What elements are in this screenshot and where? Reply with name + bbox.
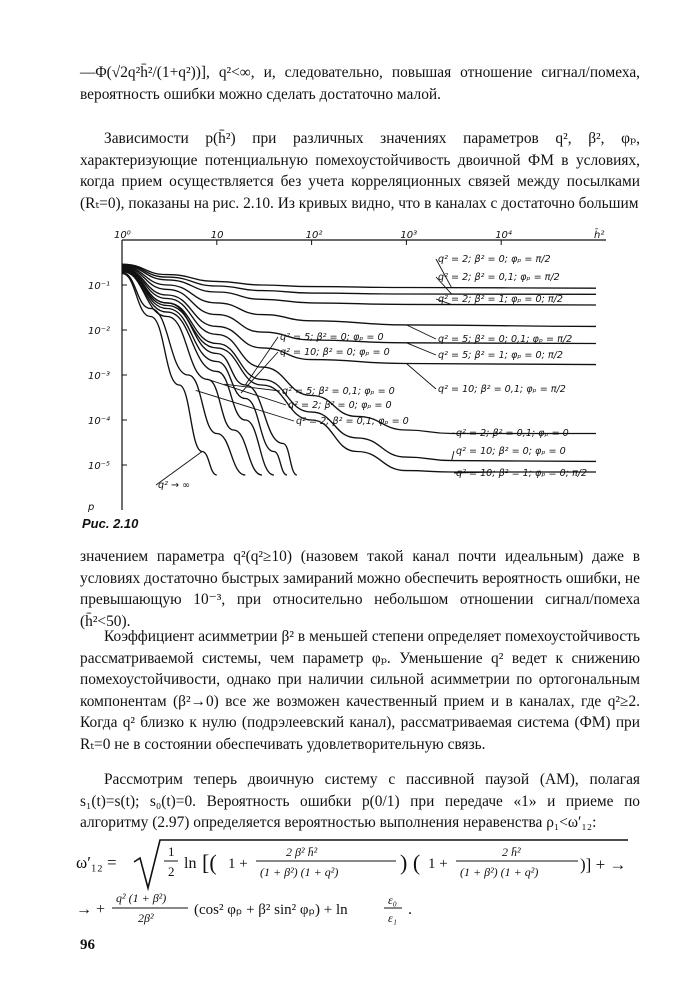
y-tick-label: 10⁻⁵ <box>88 461 111 472</box>
eq-open-brackets: [( <box>202 850 217 875</box>
x-tick-label: 10⁰ <box>114 230 131 241</box>
eq-frac1-den: (1 + β²) (1 + q²) <box>260 865 339 879</box>
eq-frac4-den: ε₁ <box>388 911 397 925</box>
y-tick-label: 10⁻² <box>88 326 111 337</box>
x-tick-label: 10³ <box>400 230 418 241</box>
equation-omega <box>76 838 636 930</box>
x-tick-label: 10⁴ <box>495 230 512 241</box>
eq-half-den: 2 <box>168 864 175 879</box>
eq-frac1-num: 2 β² h̄² <box>286 845 318 859</box>
y-tick-label: p <box>88 502 95 513</box>
eq-ln: ln <box>184 855 197 872</box>
annotation-label: q² = 2; β² = 1; φₚ = 0; π/2 <box>438 294 564 305</box>
annotation-label: q² → ∞ <box>158 480 191 491</box>
eq-lhs: ω′₁₂ = <box>76 853 117 872</box>
annotation-label: q² = 2; β² = 0; φₚ = 0 <box>288 400 392 411</box>
paragraph-intro: Зависимости p(h̄²) при различных значениях параметров q², β², φₚ, характеризующие потенциальную помехоустойчивость двоичной ФМ в условиях, когда прием осуществляется без учета корреляционных связей между посылками (Rₜ=0), показаны на рис. 2.10. Из кривых видно, что в каналах с достаточно большим <box>80 130 640 212</box>
annotation-label: q² = 2; β² = 0,1; φₚ = 0 <box>456 428 569 439</box>
eq-mid: ) ( <box>400 850 421 875</box>
eq-end: . <box>408 901 412 918</box>
figure-2-10-chart <box>76 228 616 518</box>
annotation-label: q² = 2; β² = 0,1; φₚ = 0 <box>296 416 409 427</box>
x-ticks <box>114 228 604 245</box>
annotation-label: q² = 5; β² = 0,1; φₚ = 0 <box>282 386 395 397</box>
x-tick-label: 10² <box>305 230 323 241</box>
eq-frac2-den: (1 + β²) (1 + q²) <box>460 865 539 879</box>
eq-one-plus-2: 1 + <box>428 856 448 872</box>
y-tick-label: 10⁻¹ <box>88 281 111 292</box>
eq-frac4-num: ε₀ <box>388 893 397 907</box>
eq-frac3-den: 2β² <box>138 911 154 925</box>
curve-series-14 <box>122 273 245 476</box>
annotation-label: q² = 10; β² = 0; φₚ = 0 <box>456 446 566 457</box>
paragraph-am-system: Рассмотрим теперь двоичную систему с пассивной паузой (АМ), полагая s₁(t)=s(t); s₀(t)=0. Вероятность ошибки p(0/1) при передаче «1» и приеме по алгоритму (2.97) определяется вероятностью выполнения неравенства ρ₁<ω′₁₂: <box>80 771 640 832</box>
annotation-leader <box>452 451 454 461</box>
annotation-leader <box>452 433 454 434</box>
annotation-label: q² = 2; β² = 0,1; φₚ = π/2 <box>438 272 560 283</box>
annotation-leader <box>196 390 294 421</box>
x-tick-label: 10 <box>210 230 224 241</box>
x-tick-label: h̄² <box>594 230 605 241</box>
eq-frac2-num: 2 h̄² <box>502 845 521 859</box>
annotation-leader <box>245 337 278 385</box>
annotation-label: q² = 5; β² = 0; 0,1; φₚ = π/2 <box>438 334 573 345</box>
paragraph-after-figure: значением параметра q²(q²≥10) (назовем такой канал почти идеальным) даже в условиях достаточно быстрых замираний можно обеспечить вероятность ошибки, не превышающую 10⁻³, при относительно небольшом отношении сигнал/помеха (h̄²<50). <box>80 548 640 630</box>
eq-half-num: 1 <box>168 844 175 859</box>
annotation-label: q² = 10; β² = 0,1; φₚ = π/2 <box>438 384 566 395</box>
annotation-label: q² = 2; β² = 0; φₚ = π/2 <box>438 254 551 265</box>
annotation-leader <box>406 343 436 355</box>
eq-one-plus: 1 + <box>228 856 248 872</box>
paragraph-asymmetry: Коэффициент асимметрии β² в меньшей степени определяет помехоустойчивость рассматриваемой системы, чем параметр φₚ. Уменьшение q² ведет к снижению помехоустойчивости, однако при наличии сильной асимметрии по ортогональным компонентам (β²→0) все же возможен качественный прием и в каналах, где q²≥2. Когда q² близко к нулю (подрэлеевский канал), рассматриваемая система (ФМ) при Rₜ=0 не в состоянии обеспечивать удовлетворительную связь. <box>80 628 640 753</box>
eq-frac3-num: q² (1 + β²) <box>116 891 167 905</box>
y-tick-label: 10⁻³ <box>88 371 111 382</box>
y-tick-label: 10⁻⁴ <box>88 416 111 427</box>
paragraph-top: —Φ(√2q²h̄²/(1+q²))], q²<∞, и, следовательно, повышая отношение сигнал/помеха, вероятность ошибки можно сделать достаточно малой. <box>80 64 640 103</box>
eq-close: )] + → <box>580 855 627 874</box>
page-number: 96 <box>80 937 95 953</box>
annotation-label: q² = 10; β² = 0; φₚ = 0 <box>280 347 390 358</box>
annotation-label: q² = 5; β² = 0; φₚ = 0 <box>280 332 384 343</box>
annotation-leader <box>406 364 436 389</box>
eq-cos-term: (cos² φₚ + β² sin² φₚ) + ln <box>194 902 348 918</box>
annotation-leader <box>406 325 436 339</box>
eq-line2-lead: → + <box>76 901 106 918</box>
annotation-label: q² = 5; β² = 1; φₚ = 0; π/2 <box>438 350 564 361</box>
figure-caption: Рис. 2.10 <box>82 516 139 531</box>
annotation-label: q² = 10; β² = 1; φₚ = 0; π/2 <box>456 468 588 479</box>
y-ticks <box>87 281 127 513</box>
